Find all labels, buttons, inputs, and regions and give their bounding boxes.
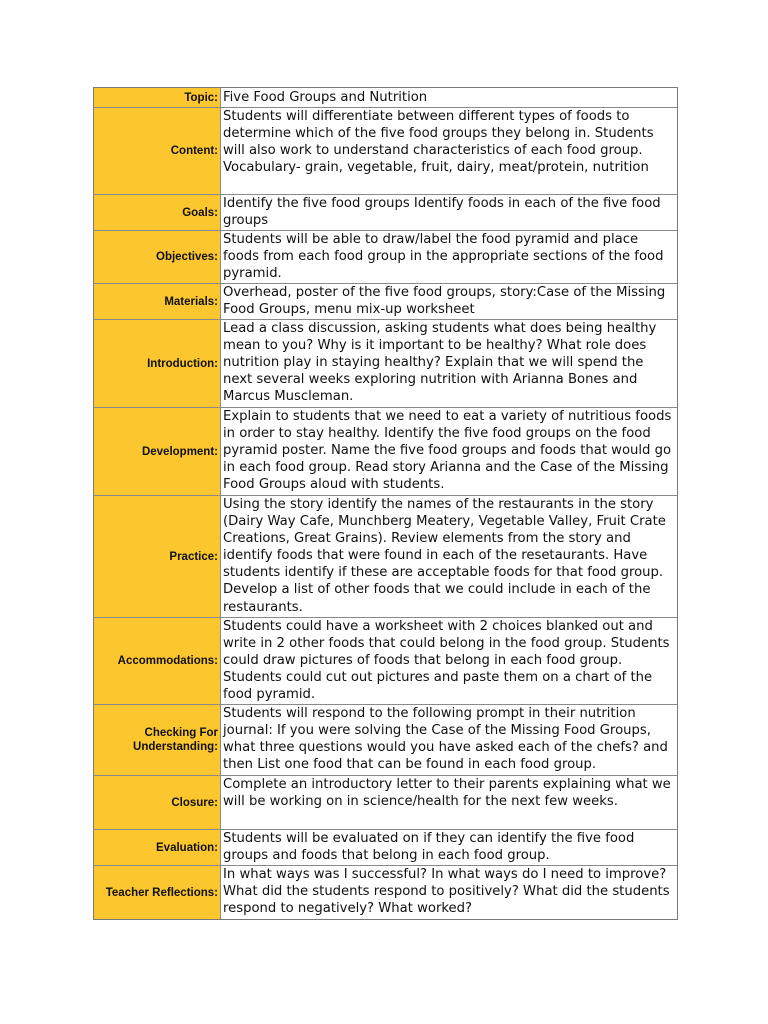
row-teacher-reflections	[94, 866, 677, 919]
row-accommodations	[94, 618, 677, 705]
row-label: Checking For Understanding:	[94, 705, 221, 775]
row-text: Students will differentiate between different types of foods to determine which of the five food groups they belong in. Students will also work to understand characteristics of each food group. Vocabulary- grain, vegetable, fruit, dairy, meat/protein, nutrition	[223, 109, 654, 176]
row-label: Teacher Reflections:	[94, 866, 221, 919]
row-text: Explain to students that we need to eat a variety of nutritious foods in order to stay healthy. Identify the five food groups on the food pyramid poster. Name the five food groups and foods that would go in each food group. Read story Arianna and the Case of the Missing Food Groups aloud with students.	[223, 409, 672, 493]
row-label: Materials:	[94, 284, 221, 319]
row-label: Evaluation:	[94, 830, 221, 865]
row-label: Content:	[94, 108, 221, 194]
row-label: Development:	[94, 408, 221, 495]
row-label: Objectives:	[94, 231, 221, 283]
row-topic	[94, 88, 677, 108]
row-introduction	[94, 320, 677, 408]
row-evaluation	[94, 830, 677, 866]
row-label: Practice:	[94, 496, 221, 617]
row-text: Complete an introductory letter to their parents explaining what we will be working on in science/health for the next few weeks.	[223, 777, 671, 810]
row-label: Closure:	[94, 776, 221, 829]
row-text: In what ways was I successful? In what ways do I need to improve? What did the students respond to positively? What did the students respond to negatively? What worked?	[223, 867, 670, 917]
row-content	[94, 108, 677, 195]
row-label: Goals:	[94, 195, 221, 230]
row-development	[94, 408, 677, 496]
row-label: Introduction:	[94, 320, 221, 407]
row-goals	[94, 195, 677, 231]
row-objectives	[94, 231, 677, 284]
row-text: Identify the five food groups Identify foods in each of the five food groups	[223, 196, 661, 229]
row-closure	[94, 776, 677, 830]
row-text: Students will be evaluated on if they can identify the five food groups and foods that belong in each food group.	[223, 831, 635, 864]
row-text: Overhead, poster of the five food groups, story:Case of the Missing Food Groups, menu mix-up worksheet	[223, 285, 666, 318]
row-text: Students will be able to draw/label the food pyramid and place foods from each food group in the appropriate sections of the food pyramid.	[223, 232, 664, 282]
row-text: Five Food Groups and Nutrition	[223, 90, 428, 105]
row-text: Using the story identify the names of the restaurants in the story (Dairy Way Cafe, Munchberg Meatery, Vegetable Valley, Fruit Crate Creations, Great Grains). Review elements from the story and identify foods that were found in each of the resetaurants. Have students identify if these are acceptable foods for that food group. Develop a list of other foods that we could include in each of the restaurants.	[223, 497, 666, 615]
row-text: Students will respond to the following prompt in their nutrition journal: If you were solving the Case of the Missing Food Groups, what three questions would you have asked each of the chefs? and then List one food that can be found in each food group.	[223, 706, 668, 773]
row-label: Accommodations:	[94, 618, 221, 704]
row-text: Lead a class discussion, asking students what does being healthy mean to you? Why is it important to be healthy? What role does nutrition play in staying healthy? Explain that we will spend the next several weeks exploring nutrition with Arianna Bones and Marcus Muscleman.	[223, 321, 657, 405]
row-practice	[94, 496, 677, 618]
row-checking-for-understanding	[94, 705, 677, 776]
row-text: Students could have a worksheet with 2 choices blanked out and write in 2 other foods that could belong in the food group. Students could draw pictures of foods that belong in each food group. Students could cut out pictures and paste them on a chart of the food pyramid.	[223, 619, 670, 703]
row-materials	[94, 284, 677, 320]
lesson-plan-table	[93, 87, 678, 920]
row-label: Topic:	[94, 88, 221, 107]
